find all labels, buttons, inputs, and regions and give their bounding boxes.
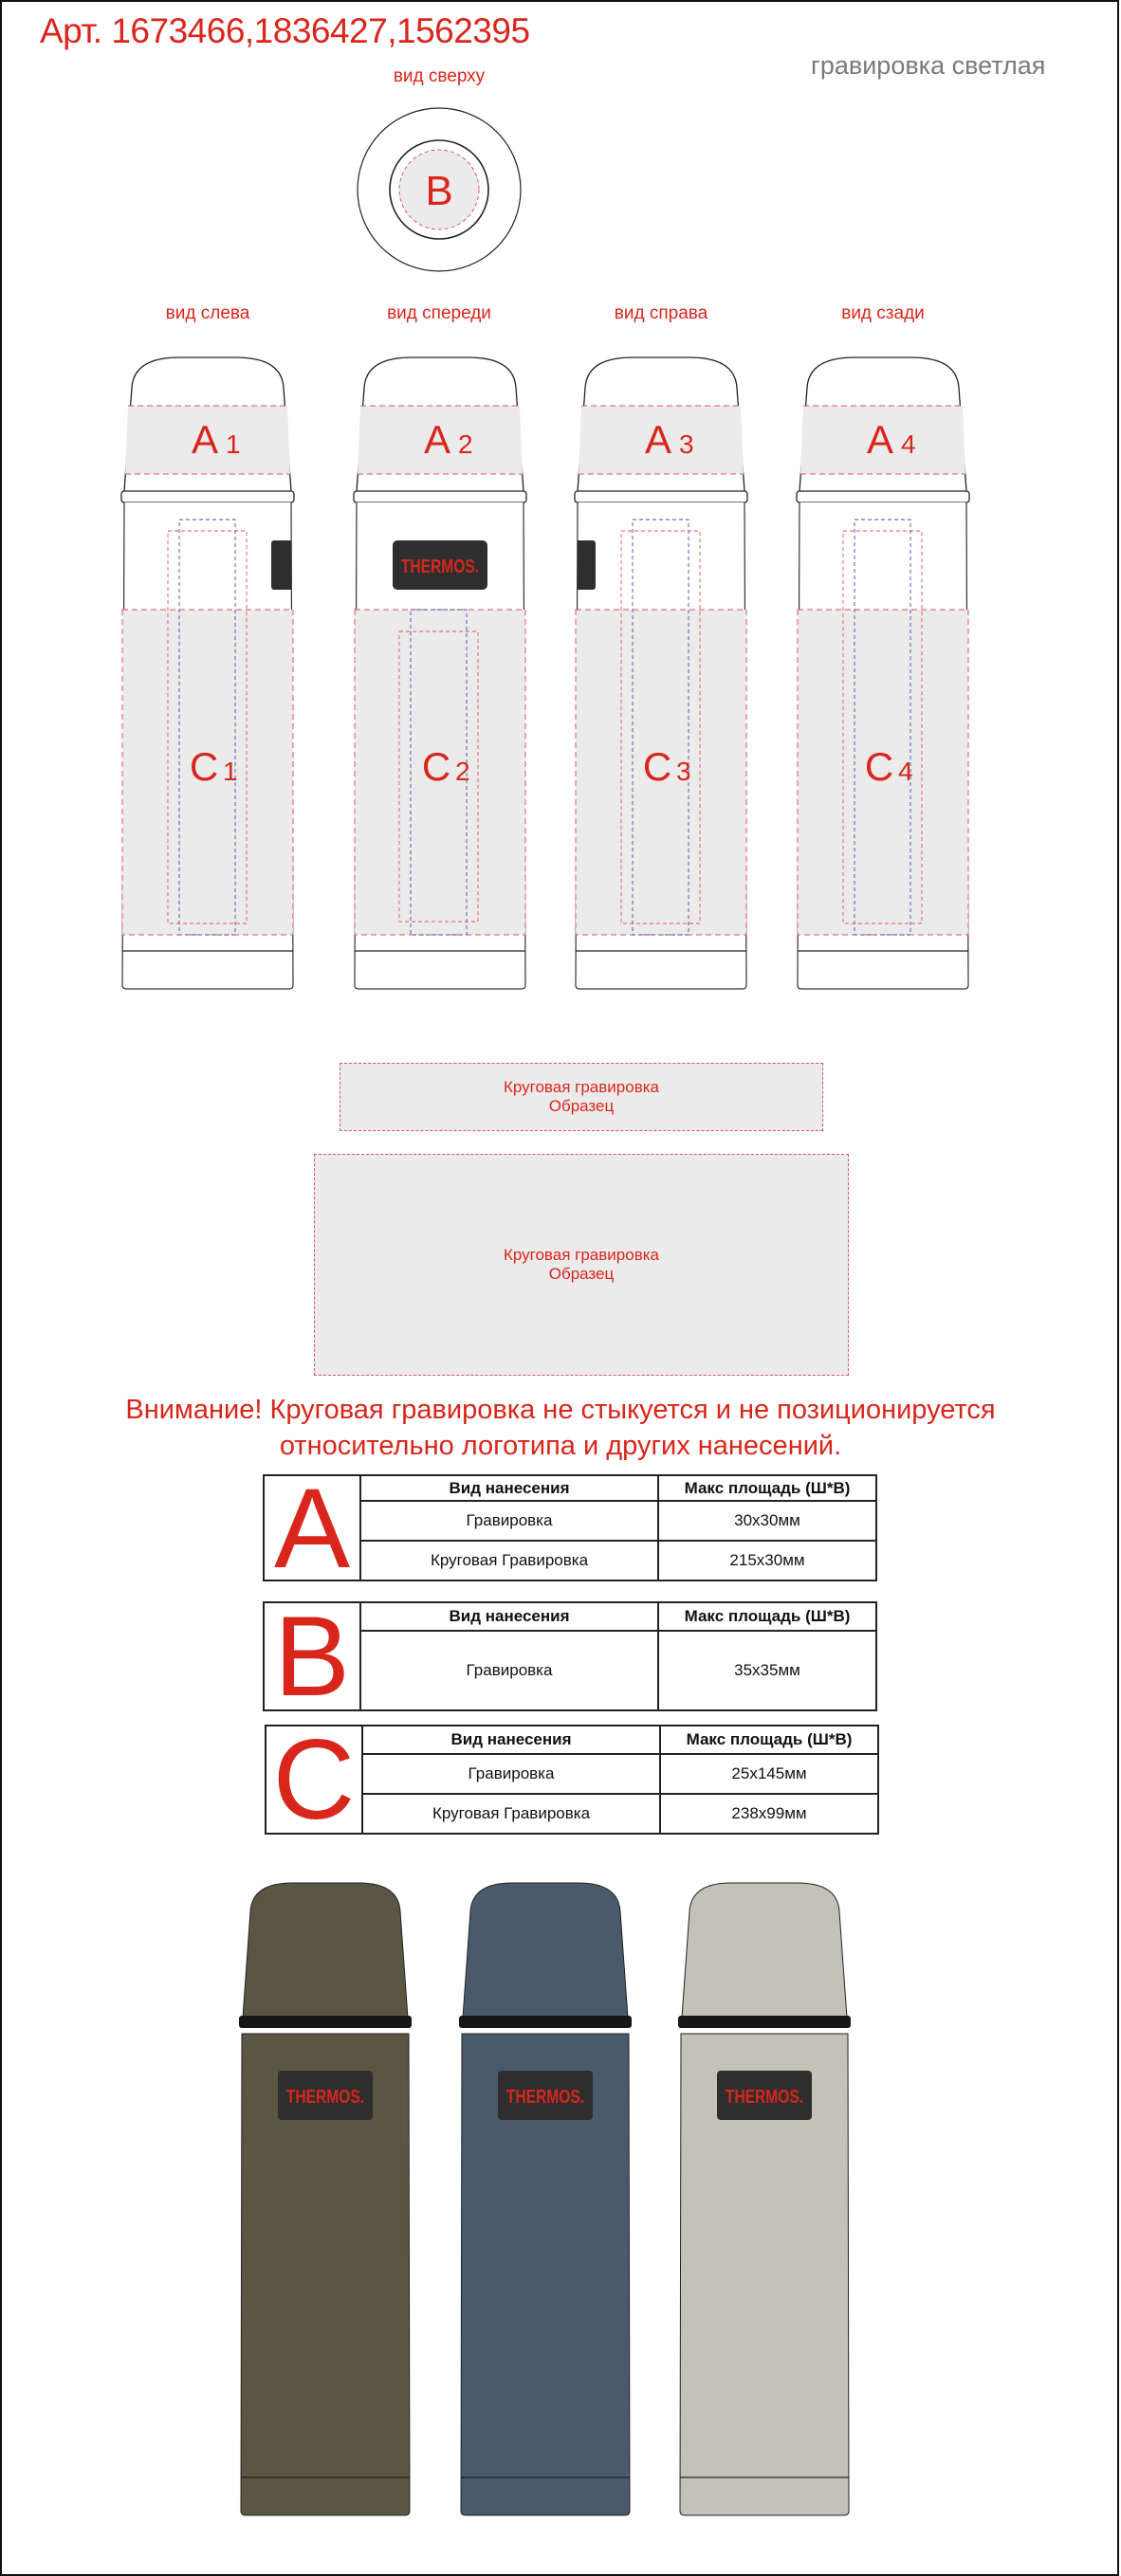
thermos-cap (463, 1883, 628, 2018)
zone-c-index: 2 (455, 757, 470, 786)
logo-plate-side (578, 540, 596, 590)
view-label-front: вид спереди (387, 303, 491, 323)
zone-a-label: A (644, 417, 672, 462)
view-label-back: вид сзади (841, 303, 925, 323)
warning-note (57, 1392, 1064, 1464)
spec-area: 215х30мм (658, 1541, 876, 1580)
top-view-label: вид сверху (393, 66, 486, 86)
thermos-color-variants (0, 1868, 1121, 2531)
thermos-cap (243, 1883, 408, 2018)
spec-type: Круговая Гравировка (362, 1794, 660, 1834)
zone-a-index: 3 (679, 429, 694, 459)
view-label-right: вид справа (614, 303, 708, 323)
thermos-logo-text: THERMOS. (400, 556, 480, 577)
zone-c-index: 3 (676, 757, 691, 786)
spec-area: 238х99мм (660, 1794, 878, 1834)
spec-area: 30х30мм (658, 1501, 876, 1541)
thermos-view (354, 357, 526, 989)
thermos-outline-views (0, 341, 1121, 1005)
sample-c-title: Круговая гравировка (503, 1246, 659, 1264)
zone-b-label: B (425, 168, 453, 214)
thermos-ring (354, 491, 526, 502)
spec-type: Круговая Гравировка (360, 1541, 658, 1580)
warning-line-2: относительно логотипа и других нанесений. (279, 1431, 842, 1461)
sample-c-subtitle: Образец (548, 1265, 615, 1283)
zone-a-label: A (423, 417, 451, 462)
thermos-view (797, 357, 969, 989)
spec-header-area: Макс площадь (Ш*В) (658, 1602, 876, 1631)
spec-zone-letter: A (264, 1475, 360, 1580)
zone-c-label: C (864, 744, 894, 789)
thermos-variant-olive (239, 1883, 412, 2515)
spec-zone-letter: B (264, 1602, 360, 1710)
spec-header-area: Макс площадь (Ш*В) (658, 1475, 876, 1501)
spec-area: 25х145мм (660, 1754, 878, 1794)
sample-a-subtitle: Образец (548, 1097, 615, 1115)
logo-plate-side (271, 540, 291, 590)
circular-engraving-sample-a (340, 1063, 823, 1131)
spec-header-type: Вид нанесения (362, 1726, 660, 1754)
thermos-view (121, 357, 294, 989)
spec-type: Гравировка (360, 1631, 658, 1710)
thermos-ring (797, 491, 969, 502)
spec-header-type: Вид нанесения (360, 1602, 658, 1631)
spec-type: Гравировка (360, 1501, 658, 1541)
zone-a-index: 1 (226, 429, 241, 459)
zone-a-label: A (866, 417, 894, 462)
zone-c-label: C (642, 744, 672, 789)
thermos-ring (459, 2016, 632, 2028)
thermos-ring (121, 491, 294, 502)
zone-c-label: C (421, 744, 451, 789)
article-title: Арт. 1673466,1836427,1562395 (40, 11, 530, 50)
top-view-diagram (351, 102, 527, 279)
thermos-variant-slate-blue (459, 1883, 632, 2515)
spec-type: Гравировка (362, 1754, 660, 1794)
zone-c-index: 1 (223, 757, 238, 786)
spec-header-area: Макс площадь (Ш*В) (660, 1726, 878, 1754)
thermos-ring (678, 2016, 851, 2028)
zone-a-label: A (191, 417, 219, 462)
circular-engraving-sample-c (314, 1154, 849, 1376)
zone-a-index: 2 (458, 429, 473, 459)
zone-c-label: C (189, 744, 219, 789)
view-label-left: вид слева (165, 303, 250, 323)
thermos-logo-text: THERMOS. (285, 2086, 365, 2108)
thermos-variant-stone (678, 1883, 851, 2515)
zone-a-index: 4 (901, 429, 916, 459)
thermos-logo-text: THERMOS. (505, 2086, 585, 2108)
engraving-type-label: гравировка светлая (811, 51, 1046, 80)
sample-a-title: Круговая гравировка (503, 1078, 659, 1096)
spec-table-c (265, 1716, 879, 1843)
spec-table-b (263, 1593, 877, 1720)
zone-c-index: 4 (898, 757, 913, 786)
thermos-ring (575, 491, 747, 502)
spec-area: 35х35мм (658, 1631, 876, 1710)
thermos-logo-text: THERMOS. (725, 2086, 804, 2108)
spec-zone-letter: C (266, 1726, 362, 1834)
thermos-view (575, 357, 747, 989)
spec-table-a (263, 1464, 877, 1592)
thermos-cap (682, 1883, 847, 2018)
warning-line-1: Внимание! Круговая гравировка не стыкуется и не позиционируется (125, 1395, 996, 1425)
thermos-ring (239, 2016, 412, 2028)
spec-header-type: Вид нанесения (360, 1475, 658, 1501)
